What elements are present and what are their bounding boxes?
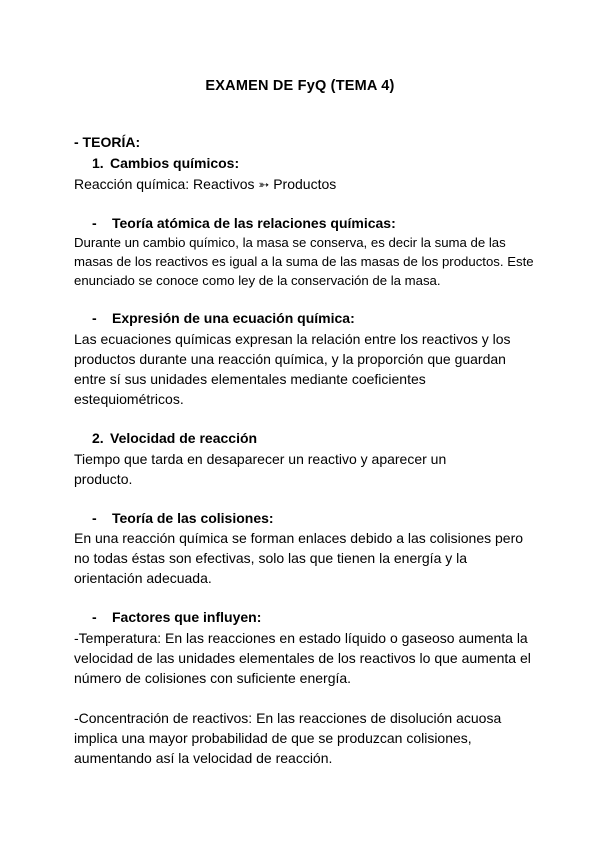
- paragraph-expresion: Las ecuaciones químicas expresan la relación entre los reactivos y los productos durante una reacción química, y la proporción que guardan entre sí sus unidades elementales mediante coeficientes estequiométricos.: [74, 331, 511, 407]
- section-1-number: 1.: [92, 155, 104, 171]
- reaction-prefix: Reacción química: Reactivos: [74, 176, 259, 192]
- section-1-title: Cambios químicos:: [110, 155, 240, 171]
- bullet-dash: -: [92, 215, 97, 231]
- teoria-heading: - TEORÍA:: [74, 134, 141, 150]
- section-2-number: 2.: [92, 430, 104, 446]
- document-title: EXAMEN DE FyQ (TEMA 4): [205, 78, 395, 94]
- section-2-title: Velocidad de reacción: [110, 430, 258, 446]
- reaction-line: [74, 176, 336, 193]
- subsection-expresion-heading: [92, 310, 355, 326]
- subsection-title: Factores que influyen:: [112, 609, 262, 625]
- paragraph-concentracion: -Concentración de reactivos: En las reacciones de disolución acuosa implica una mayor probabilidad de que se produzcan colisiones, aumentando así la velocidad de reacción.: [74, 710, 502, 766]
- arrow-icon: ➳: [258, 177, 270, 192]
- paragraph-colisiones: En una reacción química se forman enlaces debido a las colisiones pero no todas éstas son efectivas, solo las que tienen la energía y la orientación adecuada.: [74, 530, 524, 586]
- subsection-title: Expresión de una ecuación química:: [112, 310, 355, 326]
- paragraph-teoria-atomica: Durante un cambio químico, la masa se conserva, es decir la suma de las masas de los reactivos es igual a la suma de las masas de los productos. Este enunciado se conoce como ley de la conservación de la masa.: [74, 235, 534, 288]
- bullet-dash: -: [92, 510, 97, 526]
- section-2-heading: [92, 430, 257, 446]
- paragraph-velocidad: Tiempo que tarda en desaparecer un reactivo y aparecer un producto.: [74, 451, 447, 487]
- section-1-heading: [92, 155, 239, 171]
- subsection-factores-heading: [92, 609, 261, 625]
- paragraph-temperatura: -Temperatura: En las reacciones en estado líquido o gaseoso aumenta la velocidad de las unidades elementales de los reactivos lo que aumenta el número de colisiones con suficiente energía.: [74, 630, 531, 686]
- subsection-teoria-atomica-heading: [92, 215, 396, 231]
- subsection-title: Teoría atómica de las relaciones químicas:: [112, 215, 396, 231]
- reaction-suffix: Productos: [269, 176, 337, 192]
- bullet-dash: -: [92, 609, 97, 625]
- bullet-dash: -: [92, 310, 97, 326]
- subsection-colisiones-heading: [92, 510, 274, 526]
- subsection-title: Teoría de las colisiones:: [112, 510, 274, 526]
